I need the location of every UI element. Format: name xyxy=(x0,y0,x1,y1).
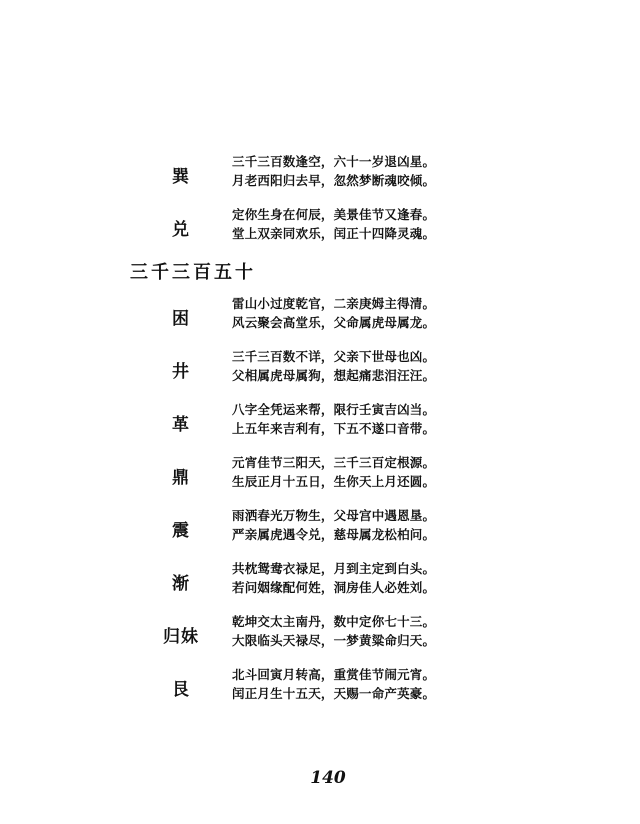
verse-line: 父相属虎母属狗，想起痛悲泪汪汪。 xyxy=(232,368,436,383)
verse-entry xyxy=(150,453,480,497)
verse-lines xyxy=(232,453,482,491)
verse-line: 乾坤交太主南丹，数中定你七十三。 xyxy=(232,614,436,629)
verse-line: 定你生身在何辰，美景佳节又逢春。 xyxy=(232,207,436,222)
verse-line: 共枕鸳鸯衣禄足，月到主定到白头。 xyxy=(232,561,436,576)
verse-line: 月老西阳归去早，忽然梦断魂咬倾。 xyxy=(232,173,436,188)
verse-line: 三千三百数逢空，六十一岁退凶星。 xyxy=(232,154,436,169)
verse-entry xyxy=(150,347,480,391)
verse-lines xyxy=(232,205,482,243)
verse-line: 三千三百数不详，父亲下世母也凶。 xyxy=(232,349,436,364)
section-title: 三千三百五十 xyxy=(130,262,256,283)
trigram-label: 艮 xyxy=(172,679,190,700)
verse-line: 雷山小过度乾官，二亲庚姆主得清。 xyxy=(232,296,436,311)
page-number: 140 xyxy=(310,768,346,788)
verse-lines xyxy=(232,506,482,544)
verse-line: 北斗回寅月转高，重赏佳节闹元宵。 xyxy=(232,667,436,682)
trigram-label: 鼎 xyxy=(172,467,190,488)
trigram-label: 归妹 xyxy=(163,626,199,647)
verse-line: 严亲属虎遇令兑，慈母属龙松柏问。 xyxy=(232,527,436,542)
verse-lines xyxy=(232,612,482,650)
trigram-label: 渐 xyxy=(172,573,190,594)
verse-line: 生辰正月十五日，生你天上月还圆。 xyxy=(232,474,436,489)
verse-line: 元宵佳节三阳天，三千三百定根源。 xyxy=(232,455,436,470)
trigram-label: 井 xyxy=(172,361,190,382)
verse-entry xyxy=(150,400,480,444)
verse-line: 闰正月生十五天，天赐一命产英豪。 xyxy=(232,686,436,701)
verse-lines xyxy=(232,400,482,438)
verse-entry xyxy=(150,506,480,550)
verse-lines xyxy=(232,665,482,703)
verse-entry xyxy=(150,294,480,338)
verse-lines xyxy=(232,294,482,332)
verse-entry xyxy=(150,665,480,709)
verse-line: 雨洒春光万物生，父母宫中遇恩垦。 xyxy=(232,508,436,523)
trigram-label: 巽 xyxy=(172,166,190,187)
verse-line: 上五年来吉利有，下五不遂口音带。 xyxy=(232,421,436,436)
verse-lines xyxy=(232,152,482,190)
verse-line: 八字全凭运来帮，限行壬寅吉凶当。 xyxy=(232,402,436,417)
verse-line: 堂上双亲同欢乐，闰正十四降灵魂。 xyxy=(232,226,436,241)
verse-line: 风云聚会高堂乐，父命属虎母属龙。 xyxy=(232,315,436,330)
verse-lines xyxy=(232,559,482,597)
verse-entry xyxy=(150,559,480,603)
trigram-label: 震 xyxy=(172,520,190,541)
verse-entry xyxy=(150,612,480,656)
trigram-label: 兑 xyxy=(172,219,190,240)
verse-lines xyxy=(232,347,482,385)
verse-entry xyxy=(150,205,480,249)
verse-line: 大限临头天禄尽，一梦黄粱命归天。 xyxy=(232,633,436,648)
verse-line: 若问姻缘配何姓，洞房佳人必姓刘。 xyxy=(232,580,436,595)
trigram-label: 革 xyxy=(172,414,190,435)
verse-entry xyxy=(150,152,480,196)
trigram-label: 困 xyxy=(172,308,190,329)
